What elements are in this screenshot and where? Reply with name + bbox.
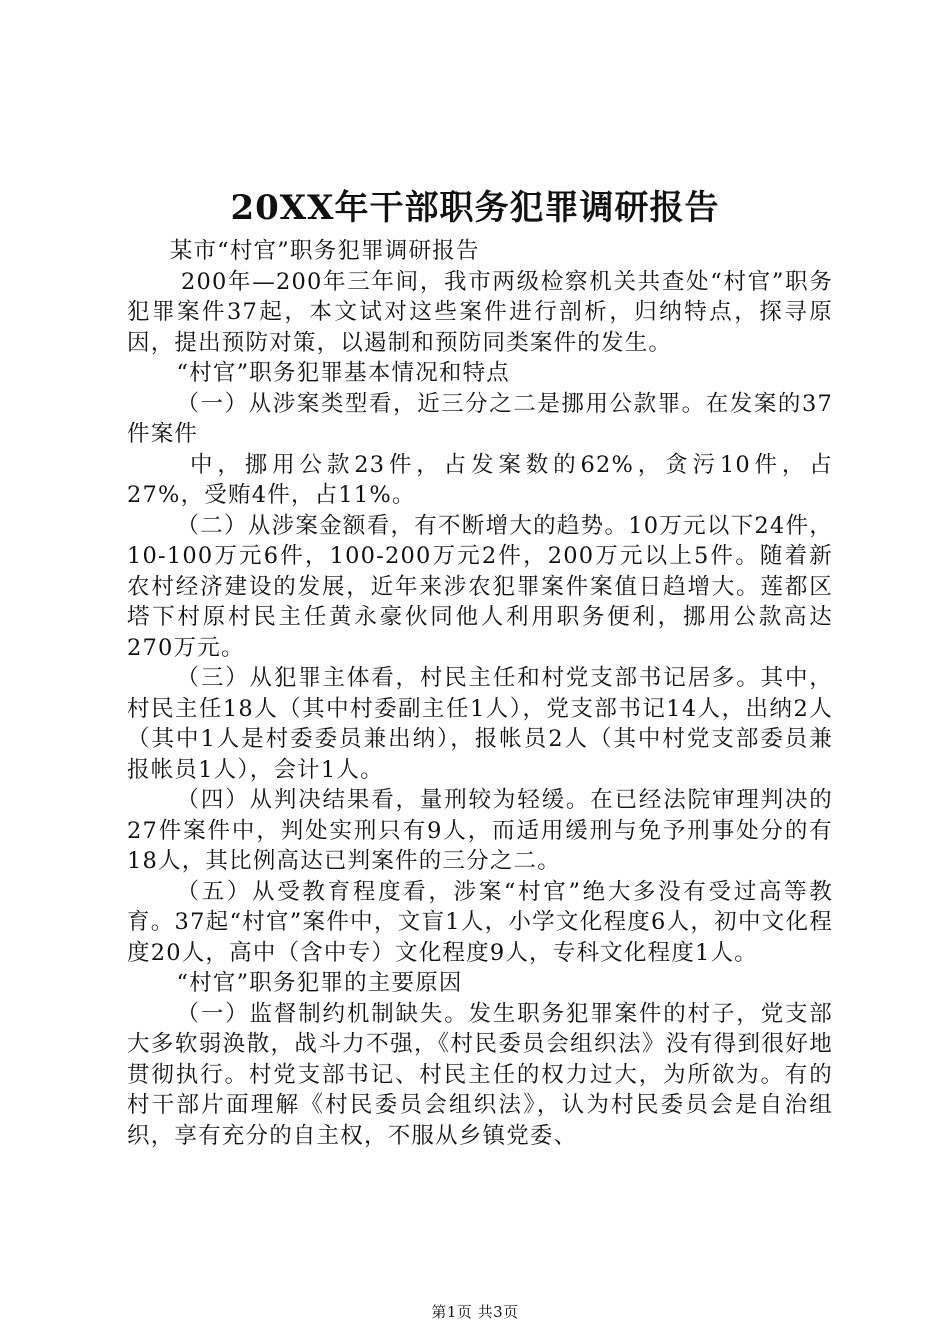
section-heading: “村官”职务犯罪基本情况和特点 — [176, 360, 511, 386]
page-number-footer: 第1页 共3页 — [431, 1303, 519, 1321]
body-paragraph: （二）从涉案金额看，有不断增大的趋势。10万元以下24件，10-100万元6件，100-200万元2件，200万元以上5件。随着新农村经济建设的发展，近年来涉农犯罪案件案值日趋增大。莲都区塔下村原村民主任黄永豪伙同他人利用职务便利，挪用公款高达270万元。 — [127, 512, 833, 661]
body-paragraph: 中，挪用公款23件，占发案数的62%，贪污10件，占27%，受贿4件，占11%。 — [127, 451, 833, 508]
body-paragraph: （一）从涉案类型看，近三分之二是挪用公款罪。在发案的37件案件 — [127, 390, 833, 447]
document-title: 20XX年干部职务犯罪调研报告 — [230, 188, 720, 228]
intro-paragraph: 200年—200年三年间，我市两级检察机关共查处“村官”职务犯罪案件37起，本文试对这些案件进行剖析，归纳特点，探寻原因，提出预防对策，以遏制和预防同类案件的发生。 — [127, 268, 833, 356]
document-body — [127, 236, 833, 1151]
subtitle-paragraph: 某市“村官”职务犯罪调研报告 — [169, 238, 480, 264]
section-heading: “村官”职务犯罪的主要原因 — [176, 970, 463, 996]
body-paragraph: （五）从受教育程度看，涉案“村官”绝大多没有受过高等教育。37起“村官”案件中，文盲1人，小学文化程度6人，初中文化程度20人，高中（含中专）文化程度9人，专科文化程度1人。 — [127, 878, 833, 966]
body-paragraph: （四）从判决结果看，量刑较为轻缓。在已经法院审理判决的27件案件中，判处实刑只有9人，而适用缓刑与免予刑事处分的有18人，其比例高达已判案件的三分之二。 — [127, 787, 833, 874]
body-paragraph: （三）从犯罪主体看，村民主任和村党支部书记居多。其中，村民主任18人（其中村委副主任1人），党支部书记14人，出纳2人（其中1人是村委委员兼出纳），报帐员2人（其中村党支部委员兼报帐员1人），会计1人。 — [127, 665, 833, 783]
body-paragraph: （一）监督制约机制缺失。发生职务犯罪案件的村子，党支部大多软弱涣散，战斗力不强，《村民委员会组织法》没有得到很好地贯彻执行。村党支部书记、村民主任的权力过大，为所欲为。有的村干部片面理解《村民委员会组织法》，认为村民委员会是自治组织，享有充分的自主权，不服从乡镇党委、 — [127, 1000, 833, 1149]
